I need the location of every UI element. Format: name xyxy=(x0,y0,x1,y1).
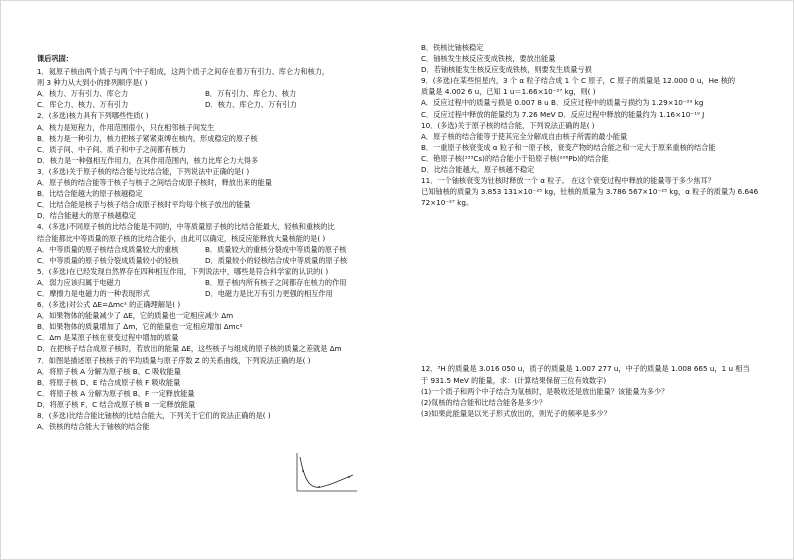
text-line: A．原子核的结合能等于使其完全分解成自由核子所需的最小能量 xyxy=(421,131,628,141)
text-line: 结合能都比中等质量的原子核的比结合能小，由此可以确定，核反应能释放大量核能的是( ) xyxy=(37,233,326,243)
text-line: 已知铀核的质量为 3.853 131×10⁻²⁵ kg，钍核的质量为 3.786 567×10⁻²⁵ kg，α 粒子的质量为 6.646 xyxy=(421,187,759,197)
question-12-block xyxy=(421,363,775,418)
text-line: D．在把核子结合成原子核时，若放出的能量 ΔE，这些核子与组成的原子核的质量之差就是 Δm xyxy=(37,344,342,354)
average-mass-curve-figure xyxy=(291,449,359,497)
section-heading: 课后巩固： xyxy=(37,54,73,63)
text-line: C．反应过程中释放的能量约为 7.26 MeV D．反应过程中释放的能量约为 1.16×10⁻¹⁹ J xyxy=(421,109,705,119)
text-line: 11．一个铀核衰变为钍核时释放一个 α 粒子。 在这个衰变过程中释放的能量等于多少焦耳？ xyxy=(421,176,715,186)
text-line: 12．³H 的质量是 3.016 050 u，质子的质量是 1.007 277 u，中子的质量是 1.008 665 u，1 u 相当 xyxy=(421,364,750,374)
text-line: A．将原子核 A 分解为原子核 B、C 吸收能量 xyxy=(37,366,181,376)
text-line: D．结合能越大的原子核越稳定 xyxy=(37,211,136,221)
text-line: B．一重原子核衰变成 α 粒子和一原子核，衰变产物的结合能之和一定大于原来重核的结合能 xyxy=(421,142,716,152)
text-line: B．核力是一种引力，核力把核子紧紧束缚在核内，形成稳定的原子核 xyxy=(37,133,258,143)
option-row xyxy=(37,255,405,266)
text-line: D．核力是一种强相互作用力，在其作用范围内，核力比库仑力大得多 xyxy=(37,155,259,165)
text-line: B．铁核比铀核稳定 xyxy=(421,43,484,52)
option-text: D．电磁力是比万有引力更强的相互作用 xyxy=(205,288,333,298)
text-line: A．铁核的结合能大于铀核的结合能 xyxy=(37,422,150,432)
option-text: A．弱力应该归属于电磁力 xyxy=(37,277,121,287)
option-text: C．库仑力、核力、万有引力 xyxy=(37,100,129,110)
text-line: D．将原子核 F、C 结合成原子核 B 一定释放能量 xyxy=(37,399,196,409)
option-row xyxy=(37,244,405,255)
option-row xyxy=(37,277,405,288)
text-line: 4．(多选)不同原子核的比结合能是不同的，中等质量原子核的比结合能最大，轻核和重核的比 xyxy=(37,222,335,232)
text-line: A．原子核的结合能等于核子与核子之间结合成原子核时，释放出来的能量 xyxy=(37,178,272,188)
text-line: A．反应过程中的质量亏损是 0.007 8 u B．反应过程中的质量亏损约为 1.29×10⁻²⁹ kg xyxy=(421,98,704,108)
text-line: 3．(多选)关于原子核的结合能与比结合能，下列说法中正确的是( ) xyxy=(37,166,250,176)
option-row xyxy=(37,288,405,299)
text-line: (2)氚核的结合能和比结合能各是多少？ xyxy=(421,397,547,407)
text-line: 2．(多选)核力具有下列哪些性质( ) xyxy=(37,111,149,121)
text-line: A．如果物体的能量减少了 ΔE，它的质量也一定相应减少 Δm xyxy=(37,311,234,321)
option-text: D．质量较小的轻核结合成中等质量的原子核 xyxy=(205,255,348,265)
text-line: 9．(多选)在某些恒星内，3 个 α 粒子结合成 1 个 C 原子，C 原子的质量是 12.000 0 u，He 核的 xyxy=(421,76,736,86)
text-line: (1)一个质子和两个中子结合为氚核时，是吸收还是放出能量？该能量为多少？ xyxy=(421,386,669,396)
text-line: 5．(多选)在已经发现自然界存在四种相互作用，下列说法中，哪些是符合科学家的认识的( ) xyxy=(37,266,329,276)
text-line: C．将原子核 A 分解为原子核 B、F 一定释放能量 xyxy=(37,388,195,398)
option-text: C．摩擦力是电磁力的一种表现形式 xyxy=(37,288,150,298)
text-line: 质量是 4.002 6 u，已知 1 u＝1.66×10⁻²⁷ kg，则( ) xyxy=(421,87,596,97)
text-line: C．质子间、中子间、质子和中子之间都有核力 xyxy=(37,144,186,154)
option-text: D．核力、库仑力、万有引力 xyxy=(205,100,297,110)
text-line: A．核力是短程力，作用范围很小，只在相邻核子间发生 xyxy=(37,122,215,132)
text-line: 7．如图是描述原子核核子的平均质量与原子序数 Z 的关系曲线，下列说法正确的是( ) xyxy=(37,355,311,365)
right-column xyxy=(421,1,775,559)
option-text: A．核力、万有引力、库仑力 xyxy=(37,89,129,99)
option-row xyxy=(37,99,405,110)
text-line: 则 3 种力从大到小的排列顺序是( ) xyxy=(37,78,148,88)
option-row xyxy=(37,88,405,99)
text-line: 于 931.5 MeV 的能量，求：(计算结果保留三位有效数字) xyxy=(421,375,607,385)
option-text: B．万有引力、库仑力、核力 xyxy=(205,89,297,99)
text-line: C．Δm 是某原子核在衰变过程中增加的质量 xyxy=(37,333,179,343)
text-line: 10．(多选)关于原子核的结合能，下列说法正确的是( ) xyxy=(421,120,595,130)
text-line: B．将原子核 D、E 结合成原子核 F 吸收能量 xyxy=(37,377,181,387)
text-line: B．如果物体的质量增加了 Δm，它的能量也一定相应增加 Δmc² xyxy=(37,322,243,332)
text-line: 6．(多选)对公式 ΔE=Δmc² 的正确理解是( ) xyxy=(37,300,181,310)
text-line: 1．氦原子核由两个质子与两个中子组成，这两个质子之间存在着万有引力、库仑力和核力， xyxy=(37,67,330,77)
option-text: A．中等质量的原子核结合成质量较大的重核 xyxy=(37,244,179,254)
text-line: (3)如果此能量是以光子形式放出的，则光子的频率是多少？ xyxy=(421,408,611,418)
option-text: C．中等质量的原子核分裂成质量较小的轻核 xyxy=(37,255,179,265)
text-line: D．若铀核能发生核反应变成铁核，则要发生质量亏损 xyxy=(421,65,592,75)
text-line: B．比结合能越大的原子核越稳定 xyxy=(37,189,143,199)
option-text: B．原子核内所有核子之间都存在核力的作用 xyxy=(205,277,347,287)
text-line: 72×10⁻²⁷ kg。 xyxy=(421,198,474,208)
option-text: B．质量较大的重核分裂成中等质量的原子核 xyxy=(205,244,347,254)
text-line: C．铯原子核(¹³³Cs)的结合能小于铅原子核(²⁰⁸Pb)的结合能 xyxy=(421,153,609,163)
text-line: D．比结合能越大，原子核越不稳定 xyxy=(421,165,535,175)
text-line: 8．(多选)比结合能比铀核的比结合能大，下列关于它们的说法正确的是( ) xyxy=(37,411,271,420)
text-line: C．比结合能是核子与核子结合成原子核时平均每个核子放出的能量 xyxy=(37,200,251,210)
text-line: C．铀核发生核反应变成铁核，要放出能量 xyxy=(421,54,556,64)
